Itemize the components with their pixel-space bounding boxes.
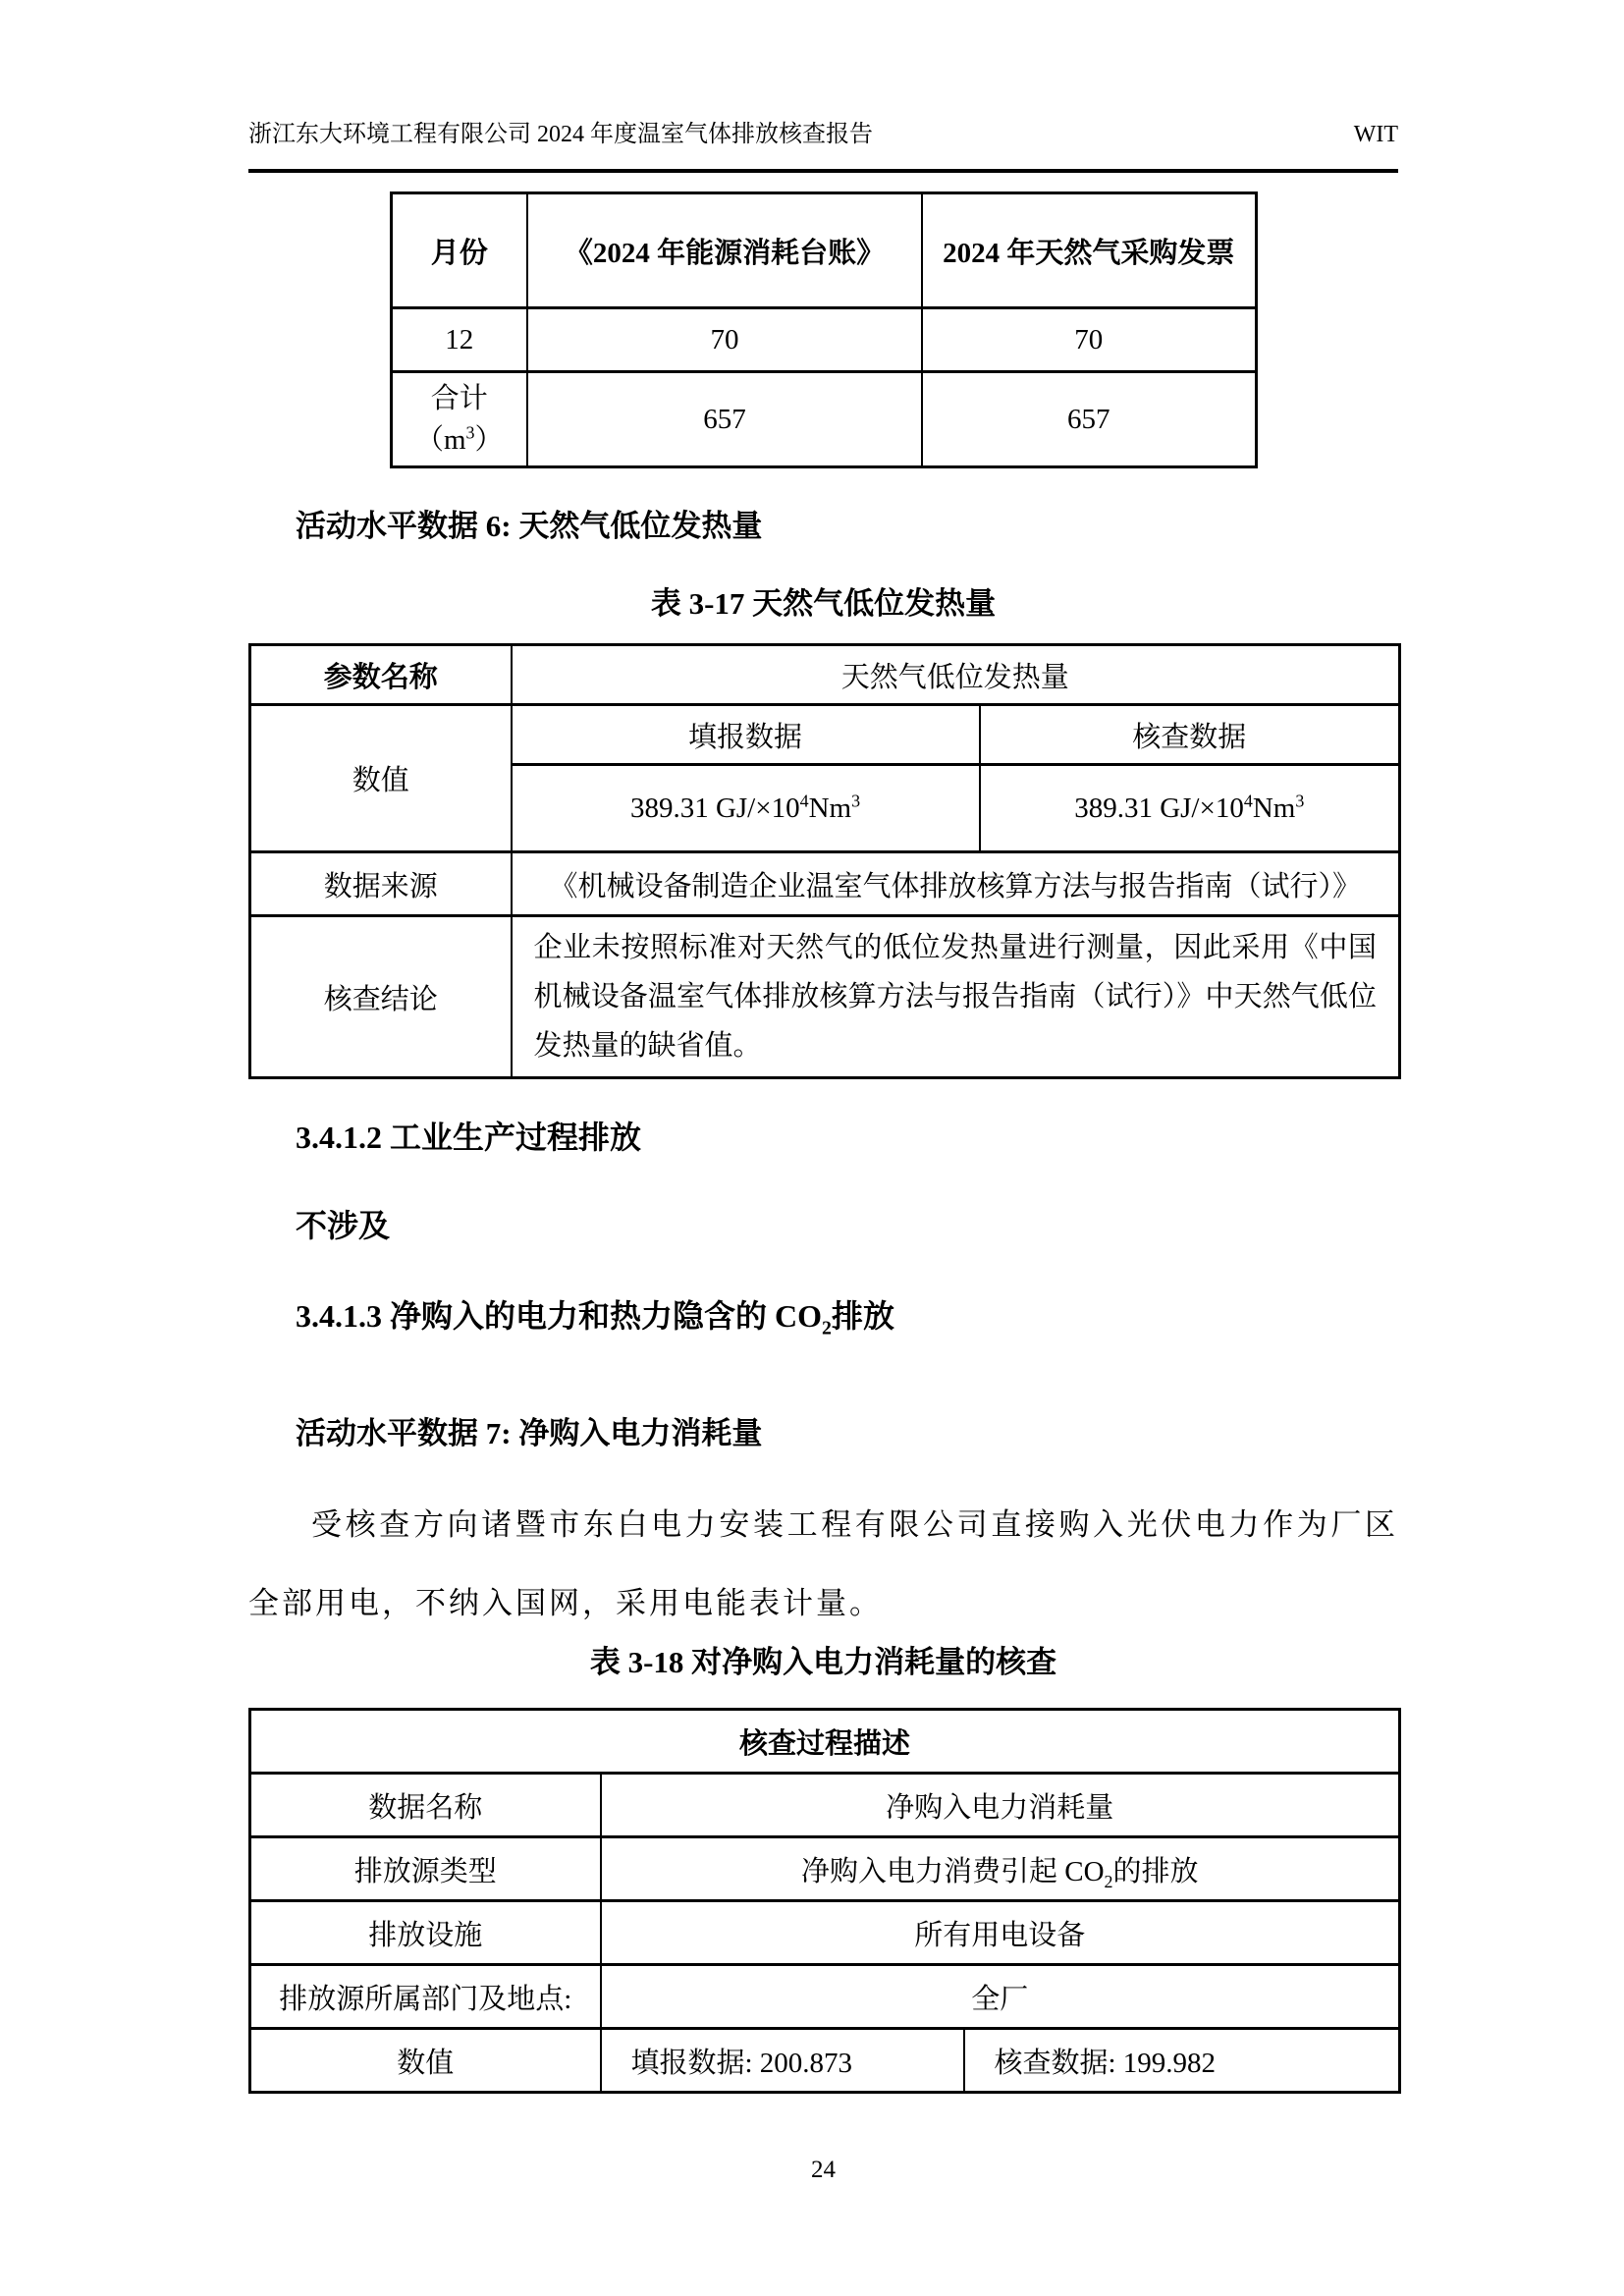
- table-total-row: [391, 372, 1256, 467]
- data-name-value-cell: 净购入电力消耗量: [601, 1774, 1400, 1837]
- process-header-row: [250, 1710, 1400, 1774]
- section-3413-post: 排放: [831, 1298, 894, 1334]
- filled-value-sup4: 4: [799, 790, 809, 810]
- emission-type-post: 的排放: [1112, 1855, 1199, 1887]
- verified-header-cell: 核查数据: [980, 705, 1400, 765]
- department-row: [250, 1965, 1400, 2029]
- param-label-cell: 参数名称: [250, 645, 512, 705]
- filled-value-cell: [512, 765, 980, 852]
- conclusion-label-cell: 核查结论: [250, 916, 512, 1078]
- page-header: [248, 0, 1398, 173]
- table-3-17-caption: 表 3-17 天然气低位发热量: [650, 586, 997, 621]
- activity-data-6-heading: 活动水平数据 6: 天然气低位发热量: [296, 509, 763, 543]
- not-involved-text: 不涉及: [296, 1208, 391, 1243]
- invoice-cell: 70: [922, 308, 1256, 372]
- table-3-18: [248, 1708, 1401, 2094]
- value-label-cell: 数值: [250, 705, 512, 852]
- filled-value-text: 389.31 GJ/×10: [629, 792, 800, 824]
- section-3412-heading: 3.4.1.2 工业生产过程排放: [296, 1120, 642, 1155]
- emission-co2-subscript: 2: [1104, 1871, 1113, 1891]
- filled-value-sup3: 3: [851, 790, 861, 810]
- brand-mark: WIT: [1353, 122, 1398, 147]
- value-subheader-row: [250, 705, 1400, 765]
- verified-value-sup4: 4: [1243, 790, 1253, 810]
- numeric-value-row: [250, 2029, 1400, 2093]
- col-header-invoice: 2024 年天然气采购发票: [922, 193, 1256, 308]
- table-3-18-caption: 表 3-18 对净购入电力消耗量的核查: [589, 1645, 1057, 1679]
- col-header-ledger: 《2024 年能源消耗台账》: [527, 193, 922, 308]
- body-paragraph: 受核查方向诸暨市东白电力安装工程有限公司直接购入光伏电力作为厂区全部用电，不纳入国网，采用电能表计量。: [248, 1507, 1398, 1620]
- ledger-cell: 70: [527, 308, 922, 372]
- verified-value-text: 389.31 GJ/×10: [1074, 792, 1244, 824]
- total-invoice-cell: 657: [922, 372, 1256, 467]
- filled-header-cell: 填报数据: [512, 705, 980, 765]
- numeric-label-cell: 数值: [250, 2029, 601, 2093]
- department-value-cell: 全厂: [601, 1965, 1400, 2029]
- conclusion-value-cell: 企业未按照标准对天然气的低位发热量进行测量，因此采用《中国机械设备温室气体排放核算方法与报告指南（试行）》中天然气低位发热量的缺省值。: [512, 916, 1400, 1078]
- facility-value-cell: 所有用电设备: [601, 1901, 1400, 1965]
- source-label-cell: 数据来源: [250, 852, 512, 916]
- param-value-cell: 天然气低位发热量: [512, 645, 1400, 705]
- total-unit-sup: 3: [465, 422, 475, 443]
- verified-value-sup3: 3: [1295, 790, 1305, 810]
- report-title: 浙江东大环境工程有限公司 2024 年度温室气体排放核查报告: [248, 122, 873, 147]
- section-3413-heading: [296, 1298, 1398, 1339]
- total-label-cell: [391, 372, 527, 467]
- verified-value-cell: [980, 765, 1400, 852]
- facility-row: [250, 1901, 1400, 1965]
- source-value-cell: 《机械设备制造企业温室气体排放核算方法与报告指南（试行）》: [512, 852, 1400, 916]
- param-row: [250, 645, 1400, 705]
- col-header-month: 月份: [391, 193, 527, 308]
- filled-value-unit: Nm: [808, 792, 852, 824]
- filled-data-cell: 填报数据: 200.873: [601, 2029, 964, 2093]
- conclusion-row: [250, 916, 1400, 1078]
- verified-value-unit: Nm: [1252, 792, 1296, 824]
- total-label: 合计: [430, 383, 488, 414]
- process-header-cell: 核查过程描述: [250, 1710, 1400, 1774]
- emission-type-value-cell: [601, 1837, 1400, 1901]
- total-unit-close: ）: [474, 424, 504, 456]
- activity-data-7-heading: 活动水平数据 7: 净购入电力消耗量: [296, 1416, 763, 1450]
- verified-data-cell: 核查数据: 199.982: [964, 2029, 1400, 2093]
- table-3-17: [248, 643, 1401, 1079]
- facility-label-cell: 排放设施: [250, 1901, 601, 1965]
- monthly-gas-table: [390, 191, 1258, 468]
- total-unit-open: （m: [414, 424, 466, 456]
- co2-subscript: 2: [822, 1317, 832, 1339]
- table-row: [391, 308, 1256, 372]
- data-name-row: [250, 1774, 1400, 1837]
- emission-type-pre: 净购入电力消费引起 CO: [800, 1855, 1105, 1887]
- section-3413-pre: 3.4.1.3 净购入的电力和热力隐含的 CO: [296, 1298, 823, 1334]
- department-label-cell: 排放源所属部门及地点:: [250, 1965, 601, 2029]
- emission-type-label-cell: 排放源类型: [250, 1837, 601, 1901]
- page-number: 24: [811, 2157, 836, 2183]
- total-ledger-cell: 657: [527, 372, 922, 467]
- source-row: [250, 852, 1400, 916]
- month-cell: 12: [391, 308, 527, 372]
- data-name-label-cell: 数据名称: [250, 1774, 601, 1837]
- emission-type-row: [250, 1837, 1400, 1901]
- table-header-row: [391, 193, 1256, 308]
